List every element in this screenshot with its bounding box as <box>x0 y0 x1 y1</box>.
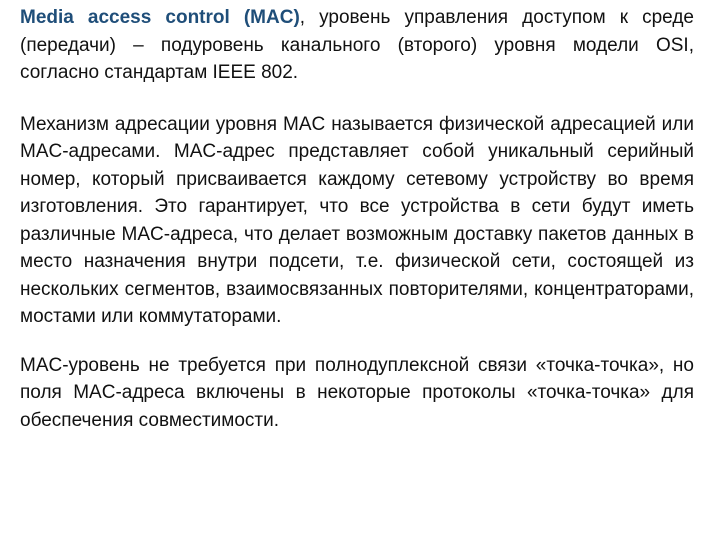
paragraph-full-duplex: MAC-уровень не требуется при полнодуплексной связи «точка-точка», но поля MAC-адреса включены в некоторые протоколы «точка-точка» для обеспечения совместимости. <box>20 354 694 431</box>
mac-definition-text: , уровень управления доступом к среде (передачи) – подуровень канального (второго) уровня модели OSI, согласно стандартам IEEE 802. <box>20 7 694 83</box>
paragraph-mac-addressing: Механизм адресации уровня MAC называется физической адресацией или MAC-адресами. MAC-адрес представляет собой уникальный серийный номер, который присваивается каждому сетевому устройству во время изготовления. Это гарантирует, что все устройства в сети будут иметь различные MAC-адреса, что делает возможным доставку пакетов данных в место назначения внутри подсети, т.е. физической сети, состоящей из нескольких сегментов, взаимосвязанных повторителями, концентраторами, мостами или коммутаторами. <box>20 113 694 327</box>
mac-term: Media access control (MAC) <box>20 7 300 28</box>
paragraph-mac-definition <box>20 4 694 87</box>
document-body <box>20 4 694 434</box>
